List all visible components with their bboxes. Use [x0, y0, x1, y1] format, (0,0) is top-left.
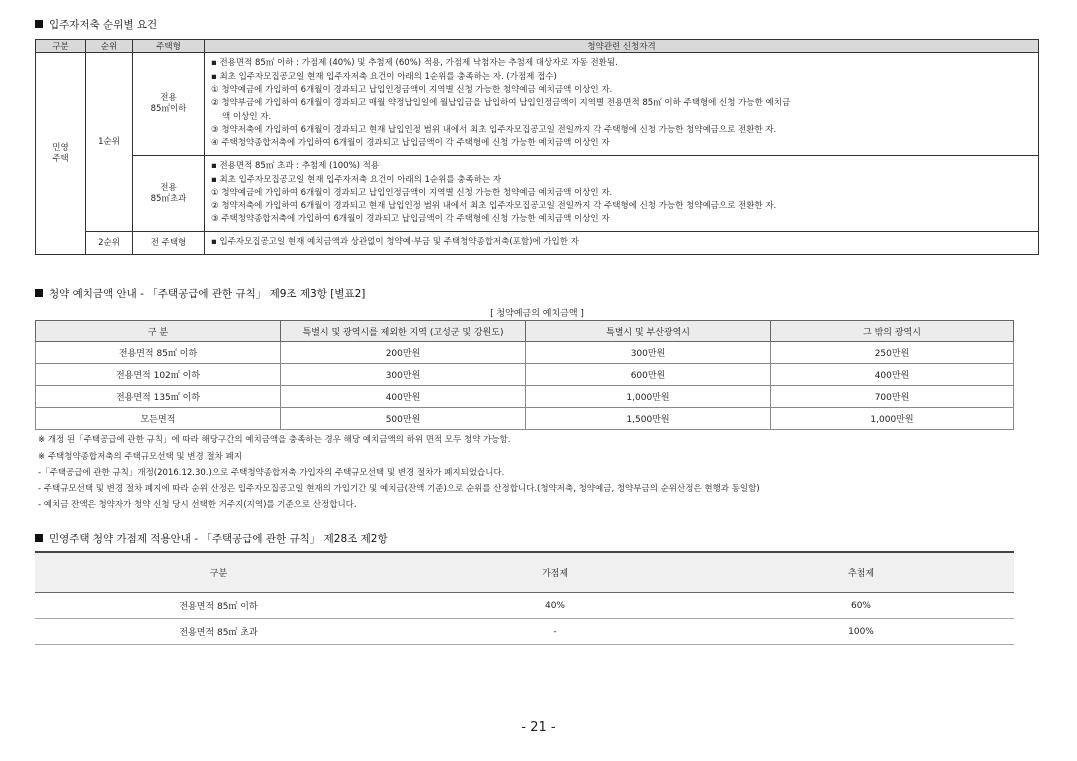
requirement-line: ▪ 최초 입주자모집공고일 현재 입주자저축 요건이 아래의 1순위를 충족하는 자. (가점제 접수) [211, 71, 557, 82]
amount-cell: 500만원 [281, 408, 526, 430]
note-line: -「주택공급에 관한 규칙」개정(2016.12.30.)으로 주택청약종합저축 가입자의 주택규모선택 및 변경 절차가 폐지되었습니다. [38, 468, 505, 478]
requirement-line: ▪ 입주자모집공고일 현재 예치금액과 상관없이 청약예·부금 및 주택청약종합저축(포함)에 가입한 자 [211, 237, 579, 248]
deposit-table-caption: [ 청약예금의 예치금액 ] [490, 309, 584, 319]
note-line: - 주택규모선택 및 변경 절차 폐지에 따라 순위 산정은 입주자모집공고일 현재의 가입기간 및 예치금(잔액 기준)으로 순위를 산정합니다.(청약저축, 청약예금, 청약부금의 순위산정은 현행과 동일함) [38, 484, 760, 494]
header-division: 구분 [35, 552, 402, 593]
amount-cell: 200만원 [281, 342, 526, 364]
requirements-under85 [205, 53, 1039, 156]
requirement-line: ▪ 전용면적 85㎡ 초과 : 추첨제 (100%) 적용 [211, 161, 380, 172]
deposit-table [35, 320, 1014, 430]
table-row [35, 593, 1014, 619]
point-system-table [35, 551, 1014, 645]
type-all-cell: 전 주택형 [133, 232, 205, 255]
amount-cell: 600만원 [526, 364, 771, 386]
table-row [36, 156, 1039, 232]
table-header-row [36, 321, 1014, 342]
ratio-cell: 40% [402, 593, 708, 619]
rank1-cell: 1순위 [86, 53, 133, 232]
square-bullet-icon [35, 289, 43, 297]
requirement-line: ① 청약예금에 가입하여 6개월이 경과되고 납입인정금액이 지역별 신청 가능한 청약예금 예치금액 이상인 자. [211, 187, 613, 198]
area-cell: 모든면적 [36, 408, 281, 430]
ratio-cell: - [402, 619, 708, 645]
note-line: - 예치금 잔액은 청약자가 청약 신청 당시 선택한 거주지(지역)를 기준으로 산정합니다. [38, 500, 357, 510]
header-area: 구 분 [36, 321, 281, 342]
requirement-line: 액 이상인 자. [222, 111, 272, 122]
requirement-line: ③ 청약저축에 가입하여 6개월이 경과되고 현재 납입인정 범위 내에서 최초 입주자모집공고일 전일까지 각 주택형에 신청 가능한 청약예금으로 전환한 자. [211, 124, 777, 135]
ratio-cell: 60% [708, 593, 1014, 619]
note-line: ※ 주택청약종합저축의 주택규모선택 및 변경 절차 폐지 [38, 452, 242, 462]
table-row [36, 232, 1039, 255]
requirement-line: ② 청약저축에 가입하여 6개월이 경과되고 현재 납입인정 범위 내에서 최초 입주자모집공고일 전일까지 각 주택형에 신청 가능한 청약예금으로 전환한 자. [211, 201, 777, 212]
header-point-system: 가점제 [402, 552, 708, 593]
header-lottery: 추첨제 [708, 552, 1014, 593]
requirements-rank2 [205, 232, 1039, 255]
requirement-line: ▪ 최초 입주자모집공고일 현재 입주자저축 요건이 아래의 1순위를 충족하는 자 [211, 174, 502, 185]
section-title-text: 입주자저축 순위별 요건 [49, 19, 158, 31]
amount-cell: 700만원 [771, 386, 1014, 408]
section-title-text: 청약 예치금액 안내 - 「주택공급에 관한 규칙」 제9조 제3항 [별표2] [49, 288, 366, 300]
table-row [36, 386, 1014, 408]
table-row [36, 408, 1014, 430]
requirements-table [35, 39, 1039, 255]
amount-cell: 300만원 [281, 364, 526, 386]
area-cell: 전용면적 102㎡ 이하 [36, 364, 281, 386]
rank2-cell: 2순위 [86, 232, 133, 255]
area-cell: 전용면적 135㎡ 이하 [36, 386, 281, 408]
requirement-line: ③ 주택청약종합저축에 가입하여 6개월이 경과되고 납입금액이 각 주택형에 신청 가능한 예치금액 이상인 자 [211, 214, 610, 225]
square-bullet-icon [35, 20, 43, 28]
table-row [35, 619, 1014, 645]
category-cell: 민영 주택 [36, 53, 86, 255]
header-region-seoul-busan: 특별시 및 부산광역시 [526, 321, 771, 342]
ratio-cell: 100% [708, 619, 1014, 645]
amount-cell: 300만원 [526, 342, 771, 364]
requirement-line: ▪ 전용면적 85㎡ 이하 : 가점제 (40%) 및 추첨제 (60%) 적용, 가점제 낙첨자는 추첨제 대상자로 자동 전환됨. [211, 58, 618, 69]
requirements-over85 [205, 156, 1039, 232]
header-region-other: 특별시 및 광역시를 제외한 지역 (고성군 및 강원도) [281, 321, 526, 342]
table-row [36, 364, 1014, 386]
requirement-line: ④ 주택청약종합저축에 가입하여 6개월이 경과되고 납입금액이 각 주택형에 신청 가능한 예치금액 이상인 자 [211, 138, 610, 149]
amount-cell: 1,000만원 [771, 408, 1014, 430]
amount-cell: 400만원 [281, 386, 526, 408]
amount-cell: 250만원 [771, 342, 1014, 364]
section-title-requirements [35, 17, 157, 32]
table-header-row [35, 552, 1014, 593]
amount-cell: 1,500만원 [526, 408, 771, 430]
page-number: - 21 - [521, 720, 556, 735]
area-cell: 전용면적 85㎡ 초과 [35, 619, 402, 645]
amount-cell: 400만원 [771, 364, 1014, 386]
requirement-line: ① 청약예금에 가입하여 6개월이 경과되고 납입인정금액이 지역별 신청 가능한 청약예금 예치금액 이상인 자. [211, 85, 613, 96]
header-eligibility: 청약관련 신청자격 [205, 40, 1039, 53]
section-title-text: 민영주택 청약 가점제 적용안내 - 「주택공급에 관한 규칙」 제28조 제2항 [49, 533, 388, 545]
header-rank: 순위 [86, 40, 133, 53]
table-header-row [36, 40, 1039, 53]
header-housing-type: 주택형 [133, 40, 205, 53]
header-region-metro: 그 밖의 광역시 [771, 321, 1014, 342]
area-cell: 전용면적 85㎡ 이하 [36, 342, 281, 364]
area-cell: 전용면적 85㎡ 이하 [35, 593, 402, 619]
amount-cell: 1,000만원 [526, 386, 771, 408]
table-row [36, 53, 1039, 156]
requirement-line: ② 청약부금에 가입하여 6개월이 경과되고 매월 약정납입일에 월납입금을 납입하여 납입인정금액이 지역별 전용면적 85㎡ 이하 주택형에 신청 가능한 예치금 [211, 98, 791, 109]
table-row [36, 342, 1014, 364]
section-title-point-system [35, 531, 388, 546]
type-under85-cell: 전용 85㎡이하 [133, 53, 205, 156]
type-over85-cell: 전용 85㎡초과 [133, 156, 205, 232]
section-title-deposit [35, 286, 365, 301]
note-line: ※ 개정 된「주택공급에 관한 규칙」에 따라 해당구간의 예치금액을 충족하는 경우 해당 예치금액의 하위 면적 모두 청약 가능함. [38, 435, 511, 445]
header-category: 구분 [36, 40, 86, 53]
square-bullet-icon [35, 534, 43, 542]
